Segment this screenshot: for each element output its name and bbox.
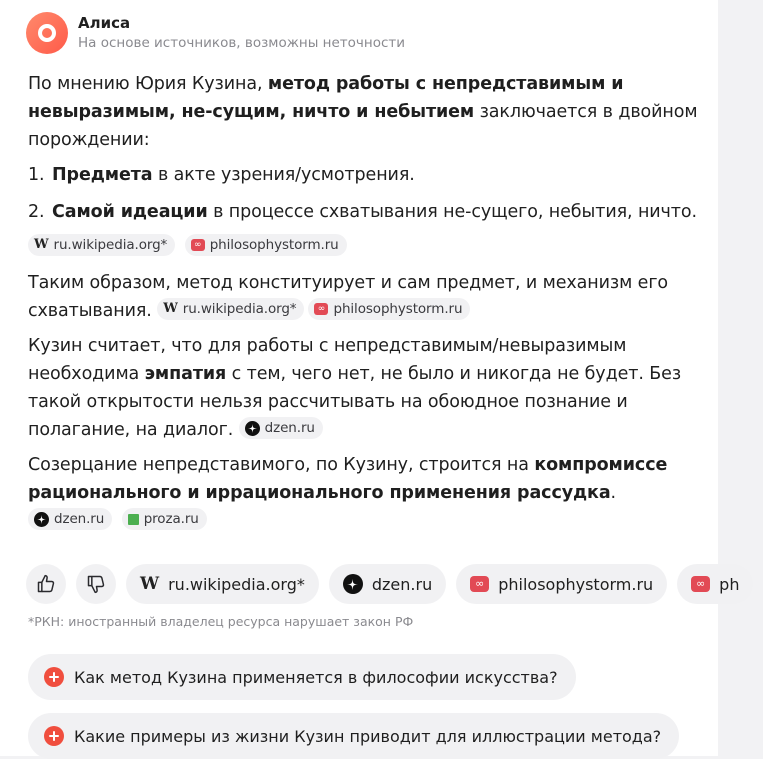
suggestion-button[interactable]: Какие примеры из жизни Кузин приводит для иллюстрации метода? bbox=[28, 713, 679, 759]
proza-icon bbox=[128, 514, 139, 525]
thumbs-down-icon bbox=[86, 574, 106, 594]
assistant-subtitle: На основе источников, возможны неточности bbox=[78, 34, 406, 51]
source-chip-dzen[interactable]: dzen.ru bbox=[28, 508, 112, 530]
dzen-icon bbox=[34, 512, 49, 527]
paragraph-empathy: Кузин считает, что для работы с непредставимым/невыразимым необходима эмпатия с тем, чего нет, не было и никогда не будет. Без такой открытости нельзя рассчитывать на обоюдное познание и полагание, на диалог. dzen.ru bbox=[28, 336, 682, 440]
source-chip-wikipedia[interactable]: W ru.wikipedia.org* bbox=[157, 298, 304, 320]
source-chip-wikipedia[interactable]: W ru.wikipedia.org* bbox=[28, 234, 175, 256]
source-chip-philosophystorm[interactable]: ∞ philosophystorm.ru bbox=[185, 234, 347, 256]
wikipedia-icon: W bbox=[34, 237, 49, 252]
source-button-wikipedia[interactable]: W ru.wikipedia.org* bbox=[126, 564, 319, 604]
source-button-philosophystorm[interactable]: ∞ philosophystorm.ru bbox=[456, 564, 667, 604]
like-button[interactable] bbox=[26, 564, 66, 604]
thumbs-up-icon bbox=[36, 574, 56, 594]
philosophystorm-icon: ∞ bbox=[314, 303, 328, 315]
source-chip-proza[interactable]: proza.ru bbox=[122, 508, 207, 530]
source-chip-dzen[interactable]: dzen.ru bbox=[239, 417, 323, 439]
dzen-icon bbox=[343, 574, 363, 594]
paragraph-contemplation: Созерцание непредставимого, по Кузину, строится на компромиссе рационального и иррационального применения рассудка. dzen.ru proza.ru bbox=[28, 451, 698, 535]
answer-header bbox=[26, 12, 405, 54]
wikipedia-icon: W bbox=[140, 574, 160, 594]
philosophystorm-icon: ∞ bbox=[470, 576, 489, 592]
rkn-note: *РКН: иностранный владелец ресурса нарушает закон РФ bbox=[28, 614, 414, 629]
alice-logo-icon bbox=[26, 12, 68, 54]
source-button-philosophystorm-partial[interactable]: ∞ ph bbox=[677, 564, 753, 604]
paragraph-intro: По мнению Юрия Кузина, метод работы с непредставимым и невыразимым, не-сущим, ничто и небытием заключается в двойном порождении: bbox=[28, 74, 698, 150]
list-item: 1. Предмета в акте узрения/усмотрения. bbox=[28, 165, 415, 185]
dzen-icon bbox=[245, 421, 260, 436]
assistant-name: Алиса bbox=[78, 13, 131, 32]
plus-icon bbox=[44, 667, 64, 687]
philosophystorm-icon: ∞ bbox=[691, 576, 710, 592]
source-button-dzen[interactable]: dzen.ru bbox=[329, 564, 446, 604]
list-item: 2. Самой идеации в процессе схватывания не-сущего, небытия, ничто. bbox=[28, 202, 697, 222]
action-bar bbox=[26, 564, 763, 604]
source-chips bbox=[28, 233, 698, 261]
plus-icon bbox=[44, 726, 64, 746]
source-chip-philosophystorm[interactable]: ∞ philosophystorm.ru bbox=[308, 298, 470, 320]
wikipedia-icon: W bbox=[163, 301, 178, 316]
paragraph-method: Таким образом, метод конституирует и сам предмет, и механизм его схватывания. W ru.wikipedia.org* ∞ philosophystorm.ru bbox=[28, 273, 669, 321]
answer-body bbox=[28, 70, 698, 542]
philosophystorm-icon: ∞ bbox=[191, 239, 205, 251]
suggestion-button[interactable]: Как метод Кузина применяется в философии искусства? bbox=[28, 654, 576, 700]
dislike-button[interactable] bbox=[76, 564, 116, 604]
